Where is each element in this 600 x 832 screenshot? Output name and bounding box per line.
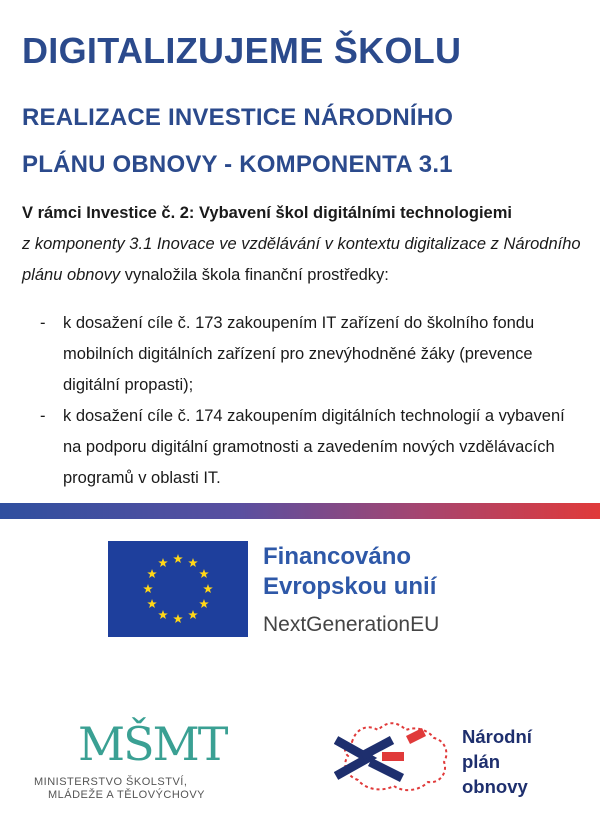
page-title: DIGITALIZUJEME ŠKOLU [22,30,462,71]
msmt-logo-letters: MŠMT [78,717,227,771]
list-item [22,401,582,494]
npo-logo-text [462,724,532,799]
eu-star-icon [158,558,168,567]
eu-star-icon [143,584,153,593]
npo-line-2: plán [462,751,501,772]
msmt-line-1: MINISTERSTVO ŠKOLSTVÍ, [34,776,188,788]
eu-line-1: Financováno [263,543,412,570]
subtitle-line-1: REALIZACE INVESTICE NÁRODNÍHO [22,104,454,131]
list-dash: - [40,314,46,332]
eu-star-icon [173,554,183,563]
intro-rest: vynaložila škola finanční prostředky: [120,266,389,284]
intro-paragraph [22,198,587,291]
eu-star-icon [199,569,209,578]
list-item [22,308,582,401]
npo-logo-icon [334,712,454,800]
eu-flag-icon [108,541,248,637]
subtitle-line-2: PLÁNU OBNOVY - KOMPONENTA 3.1 [22,151,453,178]
npo-line-3: obnovy [462,776,528,797]
eu-star-icon [188,610,198,619]
page-subtitle [22,94,453,188]
eu-star-icon [147,599,157,608]
msmt-ministry-name [34,776,205,802]
msmt-line-2: MLÁDEŽE A TĚLOVÝCHOVY [48,789,206,801]
list-item-text: k dosažení cíle č. 173 zakoupením IT zařízení do školního fondu mobilních digitálních zařízení pro znevýhodněné žáky (prevence digitální propasti); [63,314,535,394]
eu-star-icon [158,610,168,619]
eu-star-icon [173,614,183,623]
intro-italic: z komponenty 3.1 Inovace ve vzdělávání v kontextu digitalizace z Národního plánu obnovy [22,235,581,284]
list-item-text: k dosažení cíle č. 174 zakoupením digitálních technologií a vybavení na podporu digitální gramotnosti a zavedením nových vzdělávacích programů v oblasti IT. [63,407,565,487]
eu-star-icon [199,599,209,608]
npo-line-1: Národní [462,726,532,747]
eu-star-icon [203,584,213,593]
eu-star-icon [147,569,157,578]
gradient-divider [0,503,600,519]
list-dash: - [40,407,46,425]
eu-program-name: NextGenerationEU [263,613,440,636]
bullet-list [22,308,582,494]
eu-star-icon [188,558,198,567]
eu-funding-text [263,542,436,602]
eu-line-2: Evropskou unií [263,573,437,600]
intro-bold: V rámci Investice č. 2: Vybavení škol digitálními technologiemi [22,204,512,222]
